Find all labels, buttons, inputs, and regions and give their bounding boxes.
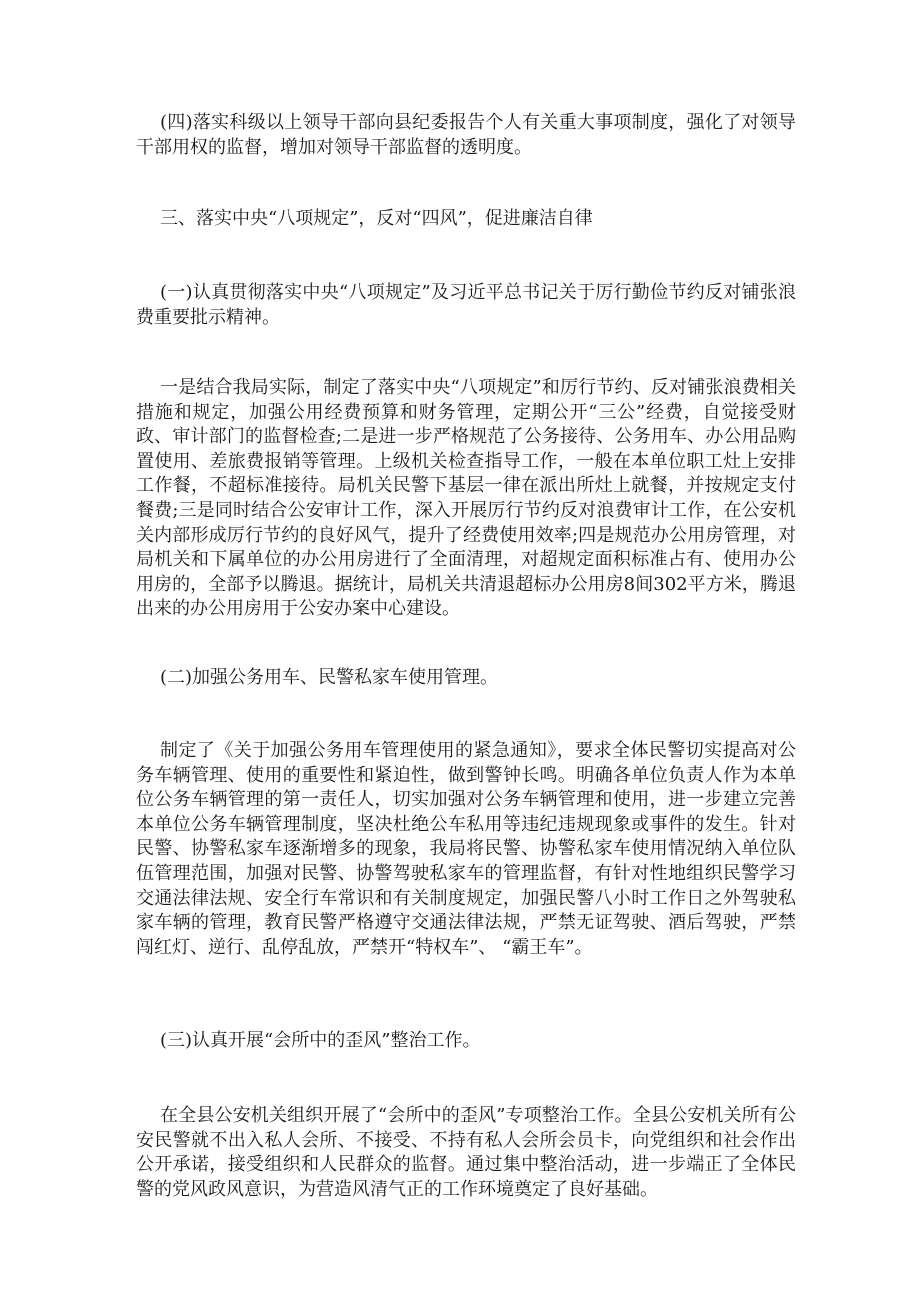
paragraph-vehicle-management: 制定了《关于加强公务用车管理使用的紧急通知》，要求全体民警切实提高对公务车辆管理、使用的重要性和紧迫性，做到警钟长鸣。明确各单位负责人作为本单位公务车辆管理的第一责任人，切实加强对公务车辆管理和使用，进一步建立完善本单位公务车辆管理制度，坚决杜绝公车私用等违纪违规现象或事件的发生。针对民警、协警私家车逐渐增多的现象，我局将民警、协警私家车使用情况纳入单位队伍管理范围，加强对民警、协警驾驶私家车的管理监督，有针对性地组织民警学习交通法律法规、安全行车常识和有关制度规定，加强民警八小时工作日之外驾驶私家车辆的管理，教育民警严格遵守交通法律法规，严禁无证驾驶、酒后驾驶，严禁闯红灯、逆行、乱停乱放，严禁开“特权车”、 “霸王车”。 bbox=[136, 740, 796, 958]
subheading-two: (二)加强公务用车、民警私家车使用管理。 bbox=[160, 667, 499, 688]
paragraph-measures: 一是结合我局实际，制定了落实中央“八项规定”和厉行节约、反对铺张浪费相关措施和规定，加强公用经费预算和财务管理，定期公开“三公”经费，自觉接受财政、审计部门的监督检查;二是进一步严格规范了公务接待、公务用车、办公用品购置使用、差旅费报销等管理。上级机关检查指导工作，一般在本单位职工灶上安排工作餐，不超标准接待。局机关民警下基层一律在派出所灶上就餐，并按规定支付餐费;三是同时结合公安审计工作，深入开展厉行节约反对浪费审计工作，在公安机关内部形成厉行节约的良好风气，提升了经费使用效率;四是规范办公用房管理，对局机关和下属单位的办公用房进行了全面清理，对超规定面积标准占有、使用办公用房的，全部予以腾退。据统计，局机关共清退超标办公用房8间302平方米，腾退出来的办公用房用于公安办案中心建设。 bbox=[136, 377, 796, 620]
section-heading-three: 三、落实中央“八项规定”，反对“四风”，促进廉洁自律 bbox=[160, 208, 593, 229]
paragraph-item-four: (四)落实科级以上领导干部向县纪委报告个人有关重大事项制度，强化了对领导干部用权的监督，增加对领导干部监督的透明度。 bbox=[136, 112, 796, 158]
subheading-one: (一)认真贯彻落实中央“八项规定”及习近平总书记关于厉行勤俭节约反对铺张浪费重要批示精神。 bbox=[136, 282, 796, 328]
subheading-three: (三)认真开展“会所中的歪风”整治工作。 bbox=[160, 1030, 481, 1051]
paragraph-club-rectification: 在全县公安机关组织开展了“会所中的歪风”专项整治工作。全县公安机关所有公安民警就不出入私人会所、不接受、不持有私人会所会员卡，向党组织和社会作出公开承诺，接受组织和人民群众的监督。通过集中整治活动，进一步端正了全体民警的党风政风意识，为营造风清气正的工作环境奠定了良好基础。 bbox=[136, 1105, 796, 1200]
